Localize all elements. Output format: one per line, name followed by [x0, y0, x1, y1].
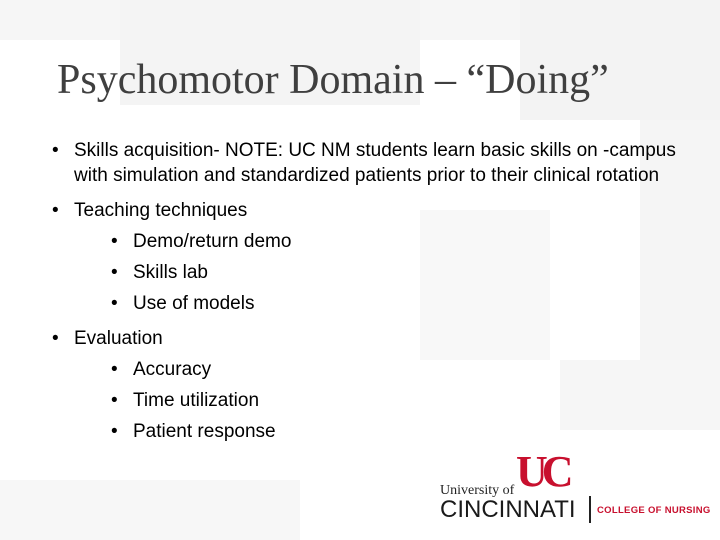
sub-bullet-text: Demo/return demo [133, 231, 292, 252]
sub-bullet-text: Skills lab [133, 262, 208, 283]
sub-bullet-item [74, 260, 682, 285]
bullet-item [52, 198, 682, 316]
sub-bullet-text: Use of models [133, 293, 255, 314]
sub-bullet-item [74, 229, 682, 254]
bullet-dot: • [111, 421, 118, 442]
bullet-dot: • [111, 359, 118, 380]
sub-bullet-item [74, 291, 682, 316]
bullet-text: Evaluation [74, 328, 163, 349]
slide-title: Psychomotor Domain – “Doing” [57, 57, 609, 103]
sub-bullet-item [74, 419, 682, 444]
background-shape [0, 480, 300, 540]
sub-bullet-text: Patient response [133, 421, 276, 442]
sub-bullet-item [74, 388, 682, 413]
uc-logo-mark: UC [516, 447, 568, 496]
bullet-dot: • [111, 390, 118, 411]
bullet-text: Skills acquisition- NOTE: UC NM students learn basic skills on -campus with simulation and standardized patients prior to their clinical rotation [74, 140, 676, 186]
bullet-text: Teaching techniques [74, 200, 248, 221]
bullet-dot: • [52, 328, 59, 349]
bullet-dot: • [111, 262, 118, 283]
logo-wordmark: CINCINNATI [440, 496, 576, 523]
university-logo [438, 447, 720, 530]
sub-bullet-item [74, 357, 682, 382]
bullet-dot: • [111, 293, 118, 314]
bullet-dot: • [52, 140, 59, 161]
bullet-list [52, 138, 682, 454]
bullet-item [52, 326, 682, 444]
sub-bullet-text: Time utilization [133, 390, 260, 411]
logo-university-of: University of [440, 483, 515, 498]
sub-bullet-text: Accuracy [133, 359, 212, 380]
logo-college-name: COLLEGE OF NURSING [597, 505, 711, 516]
logo-divider [589, 496, 591, 523]
bullet-item [52, 138, 682, 188]
bullet-dot: • [52, 200, 59, 221]
bullet-dot: • [111, 231, 118, 252]
